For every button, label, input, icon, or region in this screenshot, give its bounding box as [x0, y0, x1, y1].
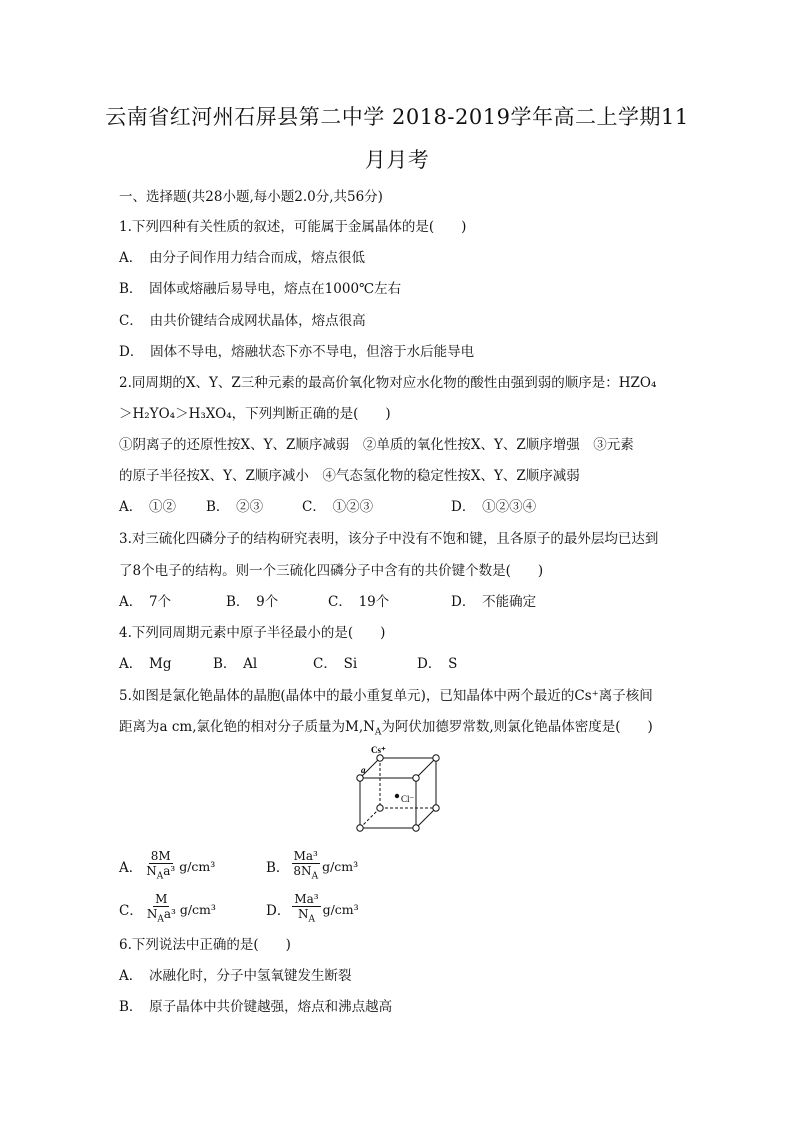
question-3-option-c: C． 19个: [328, 594, 390, 610]
cs-ion-corner: [413, 775, 419, 781]
question-1-option-b: B． 固体或熔融后易导电，熔点在1000℃左右: [119, 281, 402, 297]
fraction-denominator: $N_Aa^3$: [146, 906, 176, 925]
density-unit: g/cm³: [179, 901, 216, 917]
question-5-stem-line2: [119, 717, 653, 743]
question-2-option-b: B． ②③: [206, 499, 264, 515]
document-title-line1: 云南省红河州石屏县第二中学 2018-2019学年高二上学期11: [105, 105, 689, 129]
question-4-option-a: A． Mg: [119, 656, 172, 672]
question-1-option-c: C． 由共价键结合成网状晶体，熔点很高: [119, 313, 366, 329]
cl-ion-label: Cl⁻: [401, 794, 415, 804]
question-1-stem: 1.下列四种有关性质的叙述，可能属于金属晶体的是( ): [119, 219, 467, 235]
fraction-denominator: $N_Aa^3$: [146, 863, 176, 882]
question-3-option-d: D． 不能确定: [451, 594, 537, 610]
document-title-line2: 月月考: [364, 148, 430, 172]
fraction-denominator: $N_A$: [297, 906, 315, 925]
cl-ion-center: [395, 794, 399, 798]
cs-ion-corner: [377, 755, 383, 761]
section-heading: 一、选择题(共28小题,每小题2.0分,共56分): [119, 189, 383, 205]
question-1-option-a: A． 由分子间作用力结合而成，熔点很低: [119, 250, 365, 266]
question-4-option-c: C． Si: [313, 656, 358, 672]
question-2-stem-line1: 2.同周期的X、Y、Z三种元素的最高价氧化物对应水化物的酸性由强到弱的顺序是：HZO₄: [119, 375, 657, 391]
cell-edge: [416, 808, 436, 828]
option-letter: A．: [119, 860, 143, 876]
question-5-option-a: [119, 846, 215, 886]
question-6-option-b: B． 原子晶体中共价键越强，熔点和沸点越高: [119, 999, 393, 1015]
cs-ion-corner: [357, 775, 363, 781]
cs-ion-corner: [433, 805, 439, 811]
question-3-stem-line1: 3.对三硫化四磷分子的结构研究表明，该分子中没有不饱和键，且各原子的最外层均已达到: [119, 531, 659, 547]
question-6-stem: 6.下列说法中正确的是( ): [119, 937, 291, 953]
question-2-info-line1: ①阴离子的还原性按X、Y、Z顺序减弱 ②单质的氧化性按X、Y、Z顺序增强 ③元素: [119, 437, 634, 453]
question-2-option-d: D． ①②③④: [451, 499, 537, 515]
fraction-numerator: Ma³: [293, 848, 318, 863]
question-4-option-d: D． S: [417, 656, 458, 672]
density-unit: g/cm³: [179, 858, 216, 874]
question-5-option-d: [266, 889, 359, 929]
density-unit: g/cm³: [322, 858, 359, 874]
fraction: [145, 892, 178, 926]
fraction: [292, 892, 320, 926]
question-3-option-a: A． 7个: [119, 594, 172, 610]
cscl-unit-cell-diagram: [352, 744, 444, 842]
density-unit: g/cm³: [322, 901, 359, 917]
option-letter: B．: [266, 860, 290, 876]
question-2-stem-line2: ＞H₂YO₄＞H₃XO₄，下列判断正确的是( ): [119, 406, 391, 422]
question-6-option-a: A． 冰融化时，分子中氢氧键发生断裂: [119, 968, 352, 984]
cell-edge: [416, 758, 436, 778]
question-2-option-c: C． ①②③: [302, 499, 374, 515]
question-3-option-b: B． 9个: [226, 594, 279, 610]
question-4-option-b: B． Al: [213, 656, 258, 672]
option-letter: C．: [119, 903, 143, 919]
option-letter: D．: [266, 903, 291, 919]
edge-length-label: a: [361, 765, 366, 775]
question-5-stem-line2-tail: 为阿伏加德罗常数,则氯化铯晶体密度是( ): [381, 719, 653, 735]
question-5-option-b: [266, 846, 358, 886]
question-5-stem-line1: 5.如图是氯化铯晶体的晶胞(晶体中的最小重复单元)，已知晶体中两个最近的Cs⁺离子核间: [119, 688, 653, 704]
question-5-option-c: [119, 889, 216, 929]
question-5-stem-line2-head: 距离为a cm,氯化铯的相对分子质量为M,N: [119, 719, 375, 735]
question-4-stem: 4.下列同周期元素中原子半径最小的是( ): [119, 625, 386, 641]
fraction: [291, 849, 320, 883]
cs-ion-corner: [433, 755, 439, 761]
cs-ion-label: Cs⁺: [371, 745, 386, 755]
cs-ion-corner: [357, 825, 363, 831]
cs-ion-corner: [377, 805, 383, 811]
question-5-na-subscript: A: [374, 727, 382, 738]
question-2-info-line2: 的原子半径按X、Y、Z顺序减小 ④气态氢化物的稳定性按X、Y、Z顺序减弱: [119, 468, 580, 484]
cell-edge-hidden: [360, 808, 380, 828]
fraction-numerator: Ma³: [294, 891, 319, 906]
cs-ion-corner: [413, 825, 419, 831]
fraction-denominator: $8N_A$: [293, 863, 319, 882]
question-1-option-d: D． 固体不导电，熔融状态下亦不导电，但溶于水后能导电: [119, 344, 475, 360]
fraction-numerator: M: [155, 891, 168, 906]
fraction-numerator: 8M: [150, 848, 171, 863]
fraction: [144, 849, 177, 883]
cscl-unit-cell-figure: [352, 744, 444, 846]
question-2-option-a: A． ①②: [119, 499, 176, 515]
question-3-stem-line2: 了8个电子的结构。则一个三硫化四磷分子中含有的共价键个数是( ): [119, 563, 544, 579]
